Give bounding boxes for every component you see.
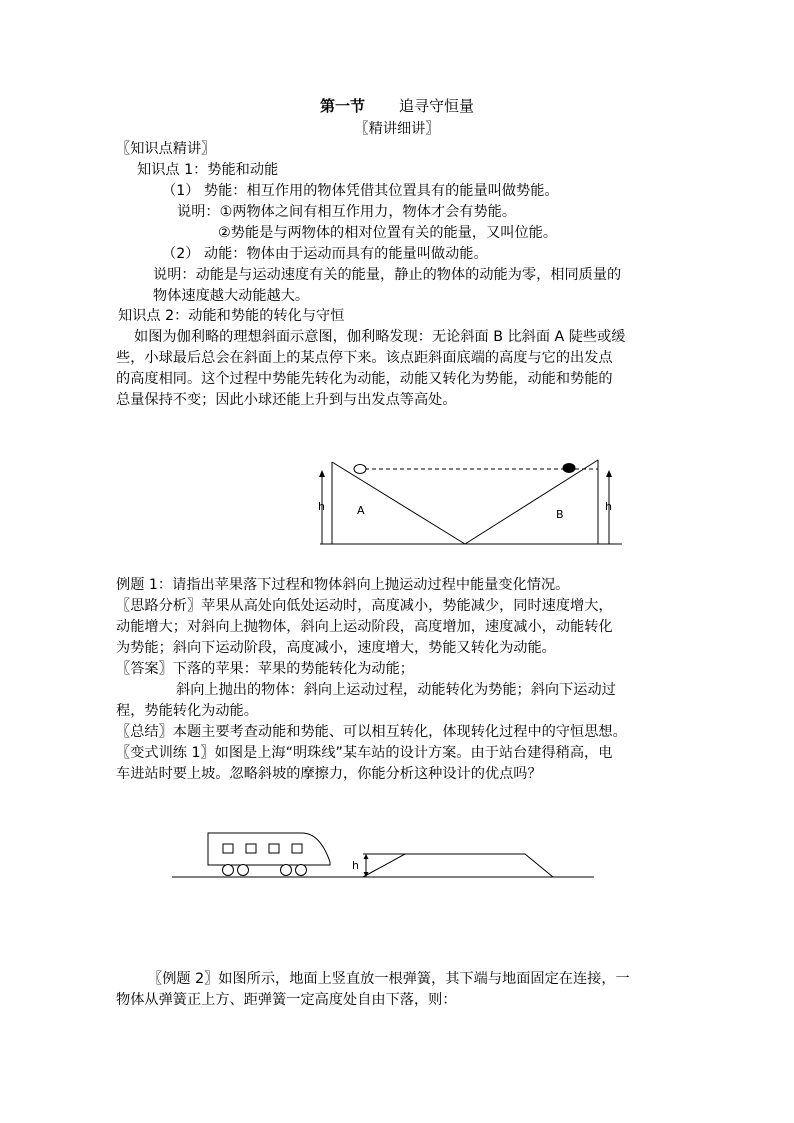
summary-line: 〖总结〗本题主要考查动能和势能、可以相互转化，体现转化过程中的守恒思想。 <box>116 724 627 740</box>
label-h: h <box>352 859 359 872</box>
right-arrow-head <box>606 470 612 477</box>
label-h-left: h <box>318 500 325 513</box>
end-ball <box>563 464 575 473</box>
analysis-line-1: 〖思路分析〗苹果从高处向低处运动时，高度减小，势能减少，同时速度增大， <box>116 598 613 614</box>
answer-line-2: 斜向上抛出的物体：斜向上运动过程，动能转化为势能；斜向下运动过 <box>176 682 616 698</box>
answer-line-1: 〖答案〗下落的苹果：苹果的势能转化为动能； <box>116 661 414 677</box>
note-potential-2: ②势能是与两物体的相对位置有关的能量，又叫位能。 <box>218 225 558 241</box>
variant-training-line-1: 〖变式训练 1〗如图是上海“明珠线”某车站的设计方案。由于站台建得稍高，电 <box>116 745 613 761</box>
train-wheel <box>281 865 292 876</box>
height-arrow-top <box>364 854 369 859</box>
train-wheel <box>223 865 234 876</box>
example-2-line-1: 〖例题 2〗如图所示，地面上竖直放一根弹簧，其下端与地面固定在连接，一 <box>148 971 630 987</box>
galileo-incline-figure <box>300 452 630 552</box>
variant-training-line-2: 车进站时要上坡。忽略斜坡的摩擦力，你能分析这种设计的优点吗？ <box>116 766 542 782</box>
knowledge-point-1-heading: 知识点 1：势能和动能 <box>137 162 279 178</box>
train-wheel <box>296 865 307 876</box>
label-a: A <box>357 504 365 517</box>
train-window <box>292 844 302 853</box>
example-1-question: 例题 1：请指出苹果落下过程和物体斜向上抛运动过程中能量变化情况。 <box>116 577 570 593</box>
raised-platform <box>363 854 553 877</box>
page-title <box>0 95 794 117</box>
train-window <box>223 844 233 853</box>
galileo-paragraph-line-3: 的高度相同。这个过程中势能先转化为动能，动能又转化为势能，动能和势能的 <box>116 371 613 387</box>
incline-a <box>332 462 465 544</box>
galileo-paragraph-line-4: 总量保持不变；因此小球还能上升到与出发点等高处。 <box>116 392 457 408</box>
incline-b <box>465 460 598 544</box>
answer-line-3: 程，势能转化为动能。 <box>116 703 258 719</box>
section-number: 第一节 <box>319 97 365 115</box>
page-subtitle: 〖精讲细讲〗 <box>354 121 440 137</box>
label-b: B <box>556 508 564 521</box>
note-kinetic-1: 说明：动能是与运动速度有关的能量，静止的物体的动能为零，相同质量的 <box>153 267 622 283</box>
analysis-line-2: 动能增大；对斜向上抛物体，斜向上运动阶段，高度增加，速度减小，动能转化 <box>116 619 613 635</box>
kinetic-energy-definition: （2） 动能：物体由于运动而具有的能量叫做动能。 <box>162 246 488 262</box>
section-title: 追寻守恒量 <box>399 97 475 115</box>
note-kinetic-2: 物体速度越大动能越大。 <box>153 288 310 304</box>
potential-energy-definition: （1） 势能：相互作用的物体凭借其位置具有的能量叫做势能。 <box>162 183 559 199</box>
train-window <box>246 844 256 853</box>
galileo-paragraph-line-1: 如图为伽利略的理想斜面示意图，伽利略发现：无论斜面 B 比斜面 A 陡些或缓 <box>134 329 626 345</box>
train-window <box>269 844 279 853</box>
label-h-right: h <box>605 500 612 513</box>
train-wheel <box>238 865 249 876</box>
knowledge-point-2-heading: 知识点 2：动能和势能的转化与守恒 <box>118 308 345 324</box>
train-station-figure <box>170 828 598 882</box>
example-2-line-2: 物体从弹簧正上方、距弹簧一定高度处自由下落，则： <box>116 992 457 1008</box>
galileo-paragraph-line-2: 些，小球最后总会在斜面上的某点停下来。该点距斜面底端的高度与它的出发点 <box>116 350 613 366</box>
analysis-line-3: 为势能；斜向下运动阶段，高度减小，速度增大，势能又转化为动能。 <box>116 640 556 656</box>
start-ball <box>354 465 366 474</box>
heading-knowledge-points: 〖知识点精讲〗 <box>116 141 216 157</box>
left-arrow-head <box>319 470 325 477</box>
note-potential-1: 说明：①两物体之间有相互作用力，物体才会有势能。 <box>177 204 517 220</box>
